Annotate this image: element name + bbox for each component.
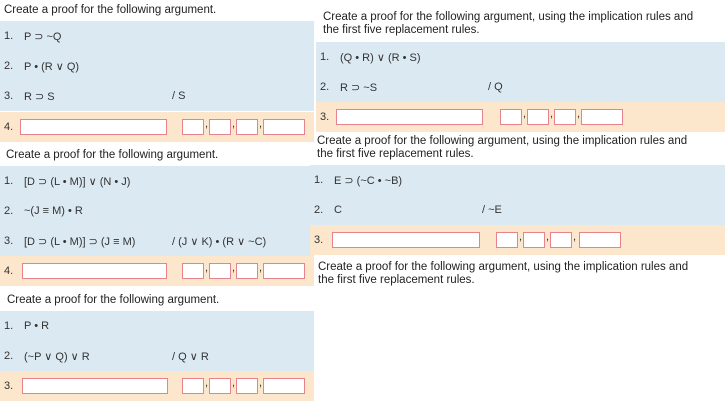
problem-5-input-row bbox=[310, 225, 725, 255]
line-ref-input-2[interactable] bbox=[209, 119, 231, 135]
comma: , bbox=[259, 118, 263, 130]
comma: , bbox=[546, 231, 550, 243]
premise-expression: P • R bbox=[24, 320, 50, 332]
problem-5-prompt-line-2: the first five replacement rules. bbox=[317, 148, 474, 160]
premise-expression: R ⊃ S bbox=[24, 90, 55, 103]
line-ref-input-2[interactable] bbox=[523, 232, 545, 248]
comma: , bbox=[573, 231, 577, 243]
line-number: 1. bbox=[4, 30, 14, 42]
comma: , bbox=[259, 262, 263, 274]
line-ref-input-2[interactable] bbox=[527, 109, 549, 125]
comma: , bbox=[205, 118, 209, 130]
problem-6-prompt-line-1: Create a proof for the following argument, using the implication rules and bbox=[318, 261, 689, 273]
comma: , bbox=[205, 377, 209, 389]
rule-input[interactable] bbox=[579, 232, 621, 248]
premise-expression: P • (R ∨ Q) bbox=[24, 60, 80, 73]
problem-3-prompt: Create a proof for the following argument. bbox=[7, 294, 220, 306]
line-ref-input-3[interactable] bbox=[236, 119, 258, 135]
line-number: 1. bbox=[320, 51, 330, 63]
line-number: 4. bbox=[4, 265, 14, 277]
line-ref-input-1[interactable] bbox=[500, 109, 522, 125]
line-ref-input-3[interactable] bbox=[550, 232, 572, 248]
line-number: 4. bbox=[4, 121, 14, 133]
line-ref-input-3[interactable] bbox=[554, 109, 576, 125]
problem-4-line-1 bbox=[316, 42, 725, 72]
line-ref-input-1[interactable] bbox=[182, 378, 204, 394]
problem-1-input-row bbox=[0, 112, 314, 142]
comma: , bbox=[232, 118, 236, 130]
problem-2-line-1 bbox=[0, 166, 314, 196]
problem-1-prompt: Create a proof for the following argument. bbox=[4, 4, 217, 16]
statement-input[interactable] bbox=[332, 232, 480, 248]
comma: , bbox=[259, 377, 263, 389]
line-ref-input-3[interactable] bbox=[236, 378, 258, 394]
problem-1-line-3 bbox=[0, 81, 314, 111]
rule-input[interactable] bbox=[263, 119, 305, 135]
premise-expression: [D ⊃ (L • M)] ∨ (N • J) bbox=[24, 175, 131, 188]
comma: , bbox=[232, 377, 236, 389]
problem-1-line-2 bbox=[0, 51, 314, 81]
line-ref-input-1[interactable] bbox=[496, 232, 518, 248]
premise-expression: (~P ∨ Q) ∨ R bbox=[24, 350, 90, 363]
line-number: 1. bbox=[4, 175, 14, 187]
statement-input[interactable] bbox=[22, 263, 167, 279]
comma: , bbox=[550, 108, 554, 120]
statement-input[interactable] bbox=[22, 378, 168, 394]
comma: , bbox=[205, 262, 209, 274]
line-number: 3. bbox=[4, 235, 14, 247]
problem-4-line-2 bbox=[316, 72, 725, 102]
premise-expression: [D ⊃ (L • M)] ⊃ (J ≡ M) bbox=[24, 235, 136, 248]
problem-4-prompt-line-2: the first five replacement rules. bbox=[323, 24, 480, 36]
conclusion: / ~E bbox=[482, 204, 502, 216]
conclusion: / Q bbox=[488, 81, 503, 93]
statement-input[interactable] bbox=[20, 119, 167, 135]
premise-expression: P ⊃ ~Q bbox=[24, 30, 62, 43]
comma: , bbox=[232, 262, 236, 274]
rule-input[interactable] bbox=[263, 263, 305, 279]
premise-expression: C bbox=[334, 204, 342, 216]
problem-5-line-1 bbox=[310, 165, 725, 195]
line-number: 1. bbox=[4, 320, 14, 332]
line-ref-input-1[interactable] bbox=[182, 119, 204, 135]
premise-expression: ~(J ≡ M) • R bbox=[24, 205, 83, 217]
line-number: 2. bbox=[4, 350, 14, 362]
problem-4-prompt-line-1: Create a proof for the following argument, using the implication rules and bbox=[323, 11, 694, 23]
problem-3-line-2 bbox=[0, 341, 314, 371]
line-ref-input-3[interactable] bbox=[236, 263, 258, 279]
line-ref-input-2[interactable] bbox=[209, 263, 231, 279]
rule-input[interactable] bbox=[581, 109, 623, 125]
problem-5-prompt-line-1: Create a proof for the following argument, using the implication rules and bbox=[317, 135, 688, 147]
line-number: 2. bbox=[320, 81, 330, 93]
statement-input[interactable] bbox=[336, 109, 483, 125]
rule-input[interactable] bbox=[263, 378, 305, 394]
problem-2-prompt: Create a proof for the following argument. bbox=[6, 149, 219, 161]
line-number: 3. bbox=[4, 380, 14, 392]
problem-1-line-1 bbox=[0, 21, 314, 51]
line-number: 3. bbox=[4, 90, 14, 102]
comma: , bbox=[577, 108, 581, 120]
problem-3-input-row bbox=[0, 371, 314, 401]
comma: , bbox=[523, 108, 527, 120]
conclusion: / Q ∨ R bbox=[172, 350, 209, 363]
problem-4-input-row bbox=[316, 102, 725, 132]
conclusion: / S bbox=[172, 90, 186, 102]
comma: , bbox=[519, 231, 523, 243]
line-number: 1. bbox=[314, 174, 324, 186]
line-number: 2. bbox=[4, 205, 14, 217]
problem-2-input-row bbox=[0, 256, 314, 286]
line-number: 2. bbox=[4, 60, 14, 72]
problem-5-line-2 bbox=[310, 195, 725, 225]
premise-expression: E ⊃ (~C • ~B) bbox=[334, 174, 403, 187]
line-number: 3. bbox=[314, 234, 324, 246]
problem-6-prompt-line-2: the first five replacement rules. bbox=[318, 274, 475, 286]
problem-3-line-1 bbox=[0, 311, 314, 341]
premise-expression: R ⊃ ~S bbox=[340, 81, 378, 94]
line-number: 2. bbox=[314, 204, 324, 216]
premise-expression: (Q • R) ∨ (R • S) bbox=[340, 51, 421, 64]
line-ref-input-1[interactable] bbox=[182, 263, 204, 279]
conclusion: / (J ∨ K) • (R ∨ ~C) bbox=[172, 235, 267, 248]
line-ref-input-2[interactable] bbox=[209, 378, 231, 394]
line-number: 3. bbox=[320, 111, 330, 123]
problem-2-line-3 bbox=[0, 226, 314, 256]
problem-2-line-2 bbox=[0, 196, 314, 226]
